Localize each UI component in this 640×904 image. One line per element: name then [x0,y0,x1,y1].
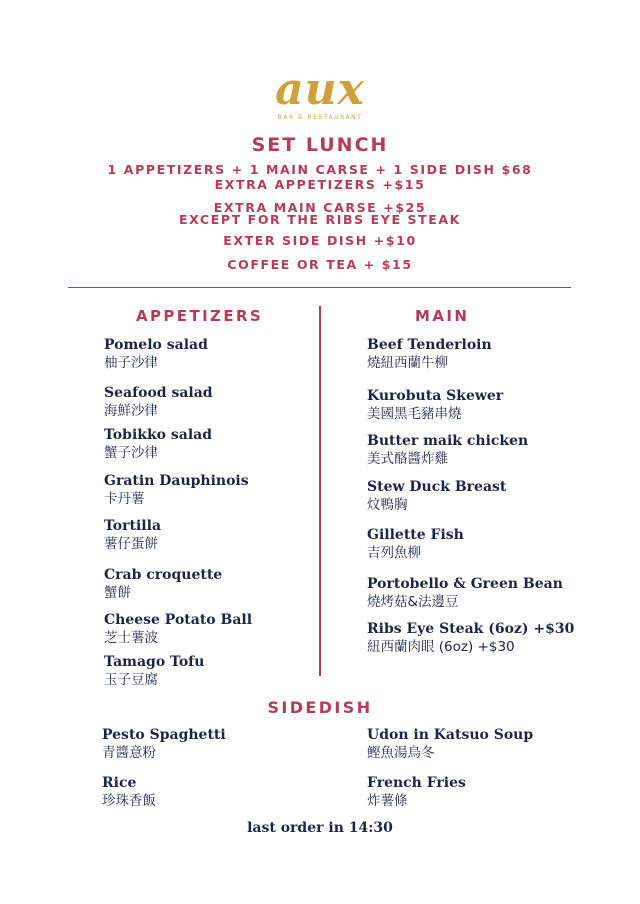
pricing-extra-main: EXTRA MAIN CARSE +$25 [213,200,427,215]
item-name-zh: 蟹子沙律 [104,445,158,461]
item-name-zh: 燒紐西蘭牛柳 [367,355,448,371]
item-name-zh: 炆鴨胸 [367,497,408,513]
item-name: Portobello & Green Bean [367,576,563,592]
menu-item [104,336,208,372]
logo [0,64,640,121]
logo-tagline: BAR & RESTAURANT [277,114,363,121]
item-name-zh: 紐西蘭肉眼 (6oz) +$30 [367,639,515,655]
item-name-zh: 柚子沙律 [104,355,158,371]
item-name-zh: 美式酪醬炸雞 [367,451,448,467]
item-name: Beef Tenderloin [367,337,492,353]
item-name-zh: 美國黑毛豬串燒 [367,406,462,422]
menu-item [104,472,249,508]
item-name: Butter maik chicken [367,433,529,449]
item-name-zh: 青醬意粉 [102,745,156,761]
menu-item [367,620,574,656]
pricing-base: 1 APPETIZERS + 1 MAIN CARSE + 1 SIDE DISH $68 [107,162,533,177]
item-name-zh: 鰹魚湯烏冬 [367,745,435,761]
menu-item [367,726,533,762]
item-name: Tobikko salad [104,427,213,443]
pricing-extra-side: EXTER SIDE DISH +$10 [223,233,417,248]
item-name: Crab croquette [104,567,223,583]
menu-item [102,774,156,810]
pricing-extra-appetizers: EXTRA APPETIZERS +$15 [214,177,426,192]
menu-item [367,526,464,562]
item-name: Kurobuta Skewer [367,388,504,404]
menu-item [367,575,563,611]
menu-item [104,426,212,462]
item-name: Tamago Tofu [104,654,205,670]
menu-item [104,517,161,553]
item-name: Gratin Dauphinois [104,473,249,489]
item-name: Pomelo salad [104,337,208,353]
main-heading: MAIN [415,307,470,325]
item-name: Tortilla [104,518,162,534]
item-name-zh: 薯仔蛋餅 [104,536,158,552]
item-name: Stew Duck Breast [367,479,507,495]
item-name: Ribs Eye Steak (6oz) +$30 [367,621,575,637]
item-name-zh: 卡丹薯 [104,491,145,507]
pricing-exception: EXCEPT FOR THE RIBS EYE STEAK [179,212,461,227]
menu-item [102,726,226,762]
item-name: Gillette Fish [367,527,464,543]
item-name: Udon in Katsuo Soup [367,727,534,743]
menu-item [367,336,492,372]
appetizers-heading: APPETIZERS [136,307,264,325]
menu-item [104,653,204,689]
page-title: SET LUNCH [251,134,389,156]
item-name-zh: 炸薯條 [367,793,408,809]
item-name: Cheese Potato Ball [104,612,253,628]
item-name: Seafood salad [104,385,213,401]
item-name-zh: 玉子豆腐 [104,672,158,688]
last-order-note: last order in 14:30 [247,820,393,836]
item-name: Pesto Spaghetti [102,727,226,743]
item-name-zh: 海鮮沙律 [104,403,158,419]
item-name-zh: 蟹餅 [104,585,131,601]
pricing-coffee-tea: COFFEE OR TEA + $15 [227,257,413,272]
menu-item [367,478,506,514]
item-name: Rice [102,775,137,791]
menu-item [104,566,222,602]
item-name-zh: 珍珠香飯 [102,793,156,809]
item-name-zh: 燒烤菇&法邊豆 [367,594,459,610]
logo-wordmark: aux [275,64,365,115]
menu-item [367,387,503,423]
divider-vertical [319,306,321,676]
item-name: French Fries [367,775,466,791]
item-name-zh: 芝士薯波 [104,630,158,646]
item-name-zh: 吉列魚柳 [367,545,421,561]
menu-item [104,611,252,647]
divider-horizontal [68,287,571,288]
menu-item [367,774,466,810]
menu-item [367,432,528,468]
sidedish-heading: SIDEDISH [267,698,373,717]
menu-item [104,384,213,420]
